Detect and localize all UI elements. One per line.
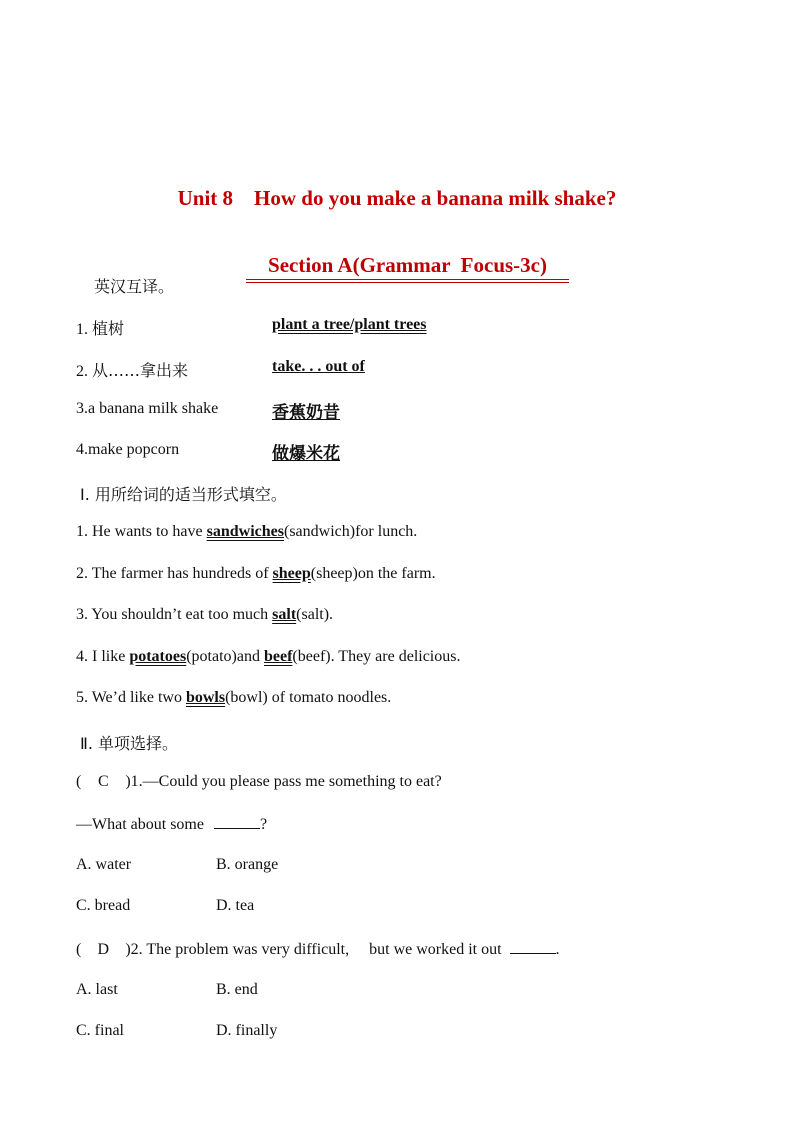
vocab-item: 2. 从……拿出来	[76, 361, 189, 380]
mc-option: B. end	[216, 981, 258, 998]
part1-heading: Ⅰ. 用所给词的适当形式填空。	[80, 485, 287, 504]
vocab-answer: plant a tree/plant trees	[272, 316, 427, 333]
mc-answer: C	[97, 773, 109, 790]
mc-answer: D	[97, 941, 110, 958]
section-title: Section A(Grammar Focus-3c)	[246, 253, 569, 280]
mc-question: ( C )1.—Could you please pass me something to eat?	[76, 773, 442, 790]
vocab-answer: take. . . out of	[272, 358, 365, 375]
answer-blank	[510, 939, 556, 954]
fill-item: 2. The farmer has hundreds of sheep(sheep)on the farm.	[76, 565, 436, 582]
vocab-item: 4.make popcorn	[76, 441, 180, 458]
vocab-item: 1. 植树	[76, 319, 125, 338]
mc-option: B. orange	[216, 856, 279, 873]
vocab-item: 3.a banana milk shake	[76, 400, 219, 417]
fill-item: 5. We’d like two bowls(bowl) of tomato noodles.	[76, 689, 392, 706]
mc-option: C. final	[76, 1022, 124, 1039]
mc-option: C. bread	[76, 897, 131, 914]
vocab-heading: 英汉互译。	[94, 277, 175, 296]
unit-title: Unit 8 How do you make a banana milk shake?	[177, 186, 617, 210]
answer-blank	[214, 814, 260, 829]
fill-item: 4. I like potatoes(potato)and beef(beef). They are delicious.	[76, 648, 461, 665]
mc-question-line2: —What about some ?	[76, 816, 268, 833]
fill-item: 1. He wants to have sandwiches(sandwich)for lunch.	[76, 523, 418, 540]
part2-heading: Ⅱ. 单项选择。	[80, 734, 179, 753]
fill-item: 3. You shouldn’t eat too much salt(salt).	[76, 606, 334, 623]
mc-option: D. finally	[216, 1022, 278, 1039]
mc-question: ( D )2. The problem was very difficult, but we worked it out .	[76, 941, 560, 958]
mc-option: A. water	[76, 856, 132, 873]
mc-option: D. tea	[216, 897, 255, 914]
vocab-answer: 香蕉奶昔	[272, 403, 340, 423]
vocab-answer: 做爆米花	[272, 444, 340, 464]
mc-option: A. last	[76, 981, 118, 998]
